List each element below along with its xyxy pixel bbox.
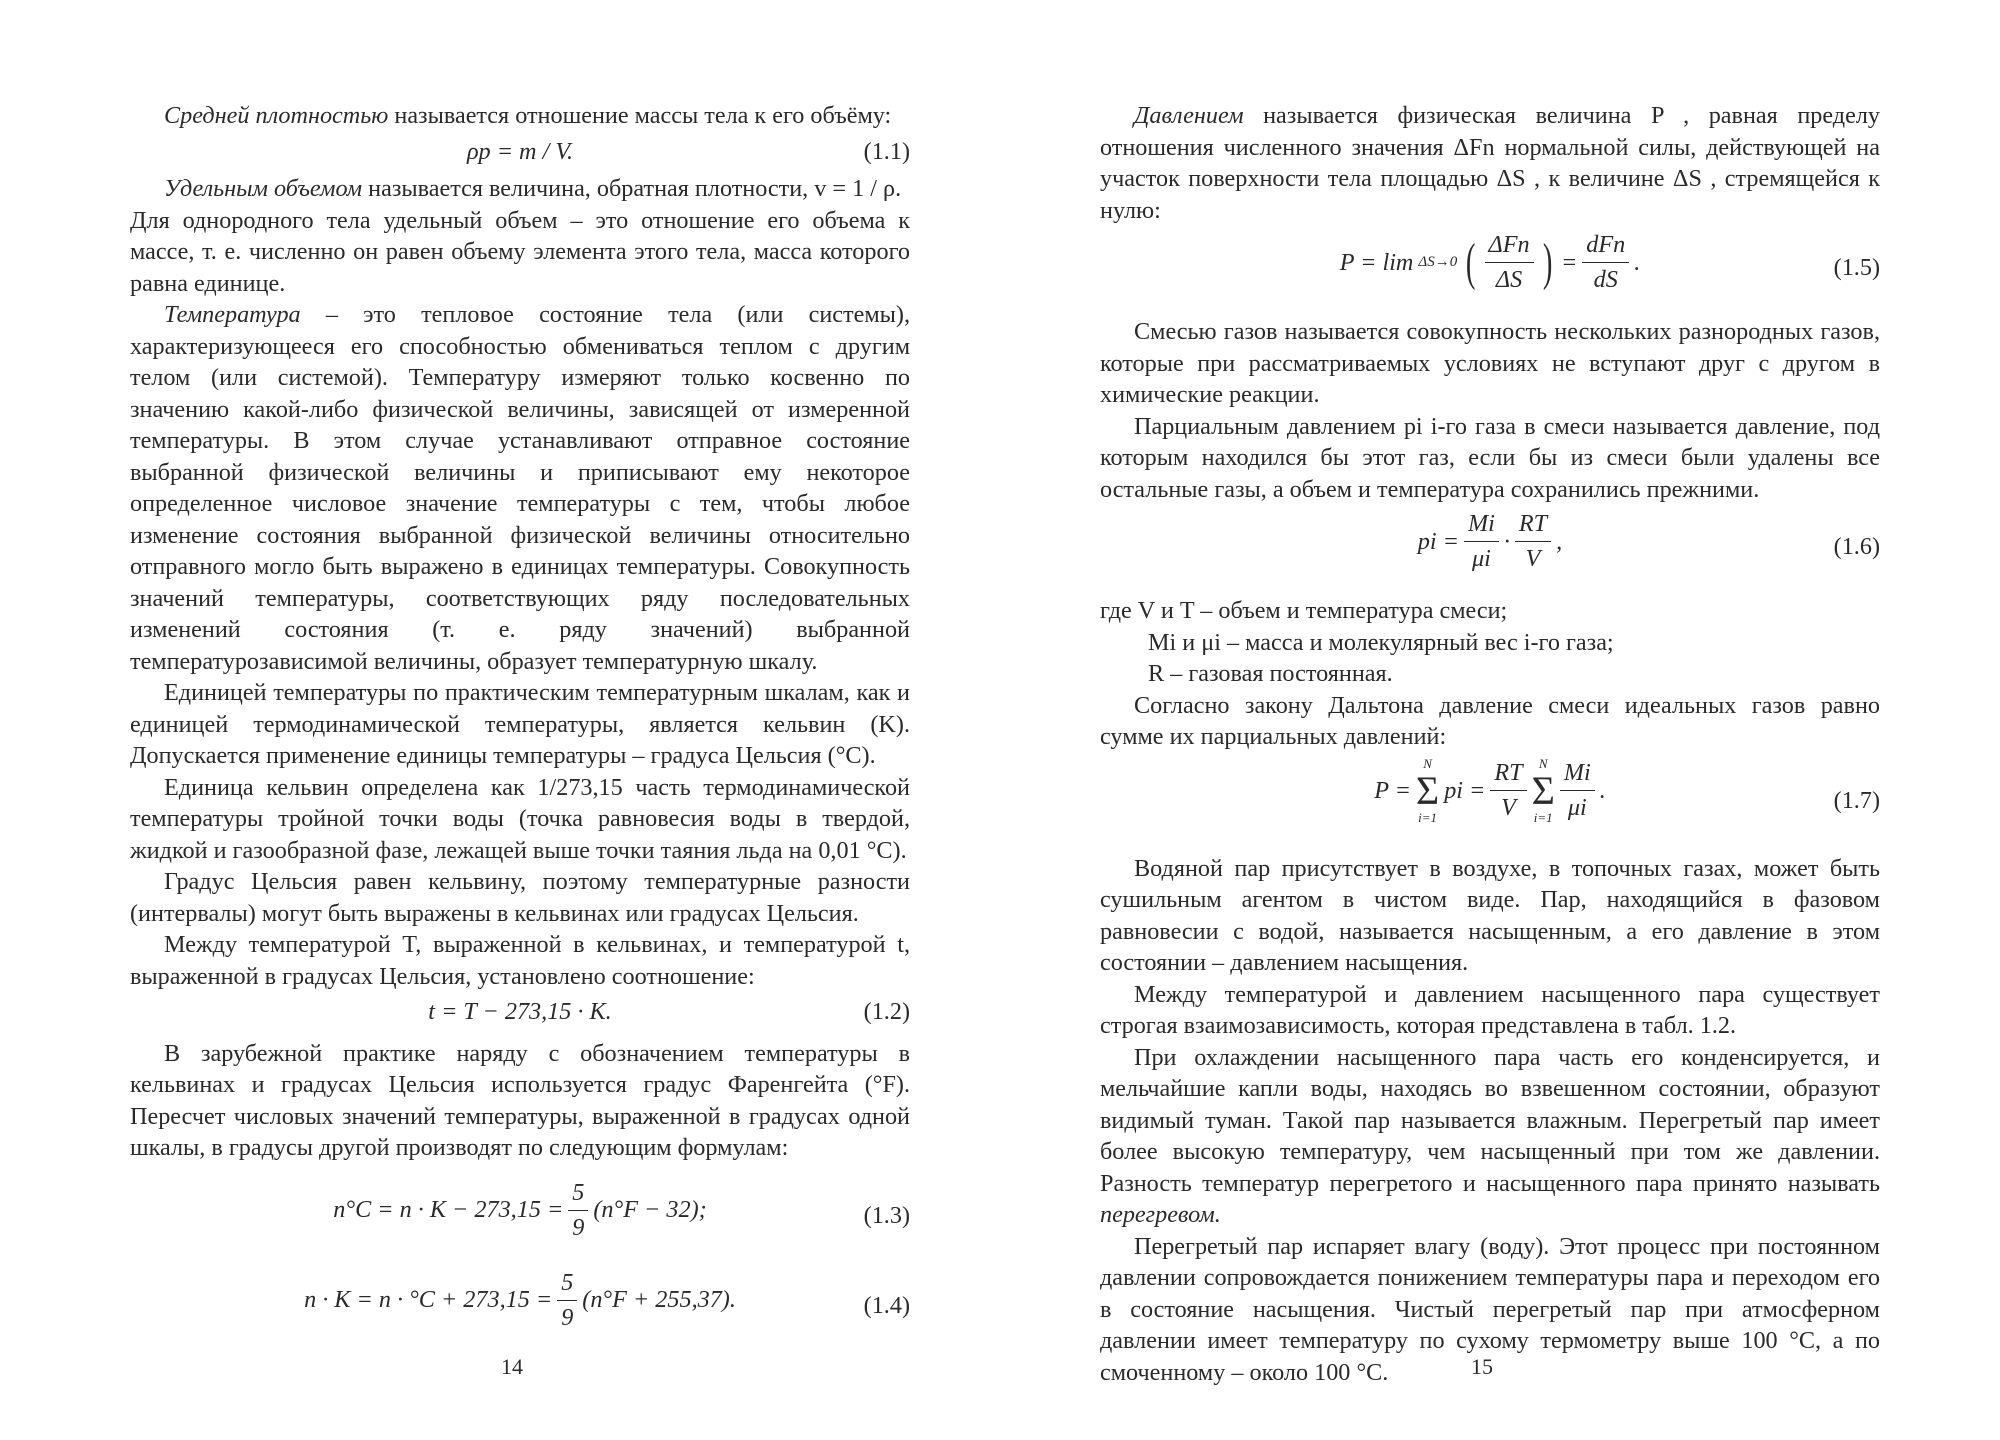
equals-sign: = xyxy=(1560,248,1578,276)
right-page xyxy=(1100,100,1880,1388)
paragraph-text: называется физическая величина P , равная пределу отношения численного значения ΔFn нормальной силы, действующей на участок поверхности тела площадью ΔS , к величине ΔS , стремящейся к нулю: xyxy=(1100,102,1880,224)
limit-subscript: ΔS→0 xyxy=(1418,253,1458,270)
page-number-left: 14 xyxy=(501,1354,523,1379)
definition-line: Mi и μi – масса и молекулярный вес i-го газа; xyxy=(1148,628,1614,656)
equation-number: (1.7) xyxy=(1833,786,1880,814)
equation-rhs: (n°F + 255,37). xyxy=(582,1286,736,1314)
summation-upper: N xyxy=(1423,755,1432,771)
fraction-numerator: ΔFn xyxy=(1485,230,1534,263)
equation-lhs: P = lim xyxy=(1339,248,1414,276)
summation xyxy=(1416,757,1439,825)
paragraph-text: называется величина, обратная плотности, v = 1 / ρ. xyxy=(362,175,902,202)
fraction-denominator: μi xyxy=(1567,794,1587,821)
paragraph-partial-pressure: Парциальным давлением pi i-го газа в смеси называется давление, под которым находился бы этот газ, если бы из смеси были удалены все остальные газы, а объем и температура сохранились прежними. xyxy=(1100,412,1880,503)
summation-sign: Σ xyxy=(1415,767,1440,813)
equation-formula xyxy=(1374,757,1606,825)
fraction-numerator: Mi xyxy=(1464,509,1499,542)
multiplication-dot: · xyxy=(1503,527,1510,555)
fraction xyxy=(1490,758,1526,823)
equation-1-6 xyxy=(1100,509,1880,589)
equation-1-5 xyxy=(1100,230,1880,310)
paragraph-average-density xyxy=(130,100,910,132)
term-specific-volume: Удельным объемом xyxy=(164,175,363,202)
equation-formula xyxy=(1418,509,1562,574)
paragraph-superheated-steam: Перегретый пар испаряет влагу (воду). Этот процесс при постоянном давлении сопровождается понижением температуры пара и переходом его в состояние насыщения. Чистый перегретый пар при атмосферном давлении имеет температуру по сухому термометру выше 100 °C, а по смоченному – около 100 °C. xyxy=(1100,1232,1880,1386)
fraction xyxy=(1515,509,1551,574)
summation-upper: N xyxy=(1538,755,1548,771)
equation-end: , xyxy=(1556,527,1563,555)
equation-1-1 xyxy=(130,136,910,168)
equation-formula xyxy=(304,1268,736,1333)
fraction-numerator: RT xyxy=(1515,509,1551,542)
paragraph-water-vapor: Водяной пар присутствует в воздухе, в топочных газах, может быть сушильным агентом в чистом виде. Пар, находящийся в фазовом равновесии с водой, называется насыщенным, а его давление в этом состоянии – давлением насыщения. xyxy=(1100,854,1880,976)
fraction-denominator: dS xyxy=(1593,266,1618,293)
equation-lhs: n°C = n · K − 273,15 = xyxy=(333,1196,564,1224)
paragraph-specific-volume xyxy=(130,173,910,205)
definition-line: где V и T – объем и температура смеси; xyxy=(1100,597,1508,624)
paren-close: ) xyxy=(1542,233,1553,291)
fraction xyxy=(1560,758,1595,823)
term-superheat: перегревом. xyxy=(1100,1201,1221,1228)
paragraph-text: При охлаждении насыщенного пара часть его конденсируется, и мельчайшие капли воды, находясь во взвешенном состоянии, образуют видимый туман. Такой пар называется влажным. Перегретый пар имеет более высокую температуру, чем насыщенный при том же давлении. Разность температур перегретого и насыщенного пара принято называть xyxy=(1100,1043,1880,1197)
summation-lower: i=1 xyxy=(1418,809,1437,825)
definition-line: R – газовая постоянная. xyxy=(1148,660,1393,687)
paragraph-cooling xyxy=(1100,1042,1880,1231)
paragraph-homogeneous-body: Для однородного тела удельный объем – это отношение его объема к массе, т. е. численно он равен объему элемента этого тела, масса которого равна единице. xyxy=(130,206,910,297)
paren-open: ( xyxy=(1466,233,1476,291)
paragraph-pressure xyxy=(1100,100,1880,226)
fraction-numerator: dFn xyxy=(1582,230,1629,263)
equation-1-3 xyxy=(130,1178,910,1258)
fraction xyxy=(1464,509,1499,574)
equation-1-4 xyxy=(130,1268,910,1348)
term-pressure: Давлением xyxy=(1134,102,1244,129)
fraction-numerator: RT xyxy=(1490,758,1526,791)
fraction xyxy=(557,1268,577,1333)
fraction-denominator: ΔS xyxy=(1495,266,1523,293)
paragraph-relation: Между температурой T, выраженной в кельвинах, и температурой t, выраженной в градусах Цельсия, установлено соотношение: xyxy=(130,931,910,990)
fraction-denominator: 9 xyxy=(572,1213,585,1241)
term-average-density: Средней плотностью xyxy=(164,102,389,129)
fraction-denominator: V xyxy=(1501,794,1516,821)
fraction-numerator: Mi xyxy=(1560,758,1595,791)
summation-sign: Σ xyxy=(1531,767,1555,813)
left-page xyxy=(130,100,910,1354)
equation-number: (1.4) xyxy=(863,1291,910,1319)
equation-number: (1.3) xyxy=(863,1201,910,1229)
paragraph-temperature xyxy=(130,299,910,677)
paragraph-text: – это тепловое состояние тела (или системы), характеризующееся его способностью обмениваться теплом с другим телом (или системой). Температуру измеряют только косвенно по значению какой-либо физической величины, зависящей от измеренной температуры. В этом случае устанавливают отправное состояние выбранной физической величины и приписывают ему некоторое определенное числовое значение температуры с тем, чтобы любое изменение состояния выбранной физической величины относительно отправного могло быть выражено в единицах температуры. Совокупность значений температуры, соответствующих ряду последовательных изменений состояния (т. е. ряду значений) выбранной температурозависимой величины, образует температурную шкалу. xyxy=(130,301,910,675)
fraction-denominator: 9 xyxy=(561,1303,574,1331)
equation-number: (1.2) xyxy=(863,998,910,1025)
equation-1-7 xyxy=(1100,757,1880,847)
equation-lhs: P = xyxy=(1374,776,1411,804)
equation-formula xyxy=(333,1178,706,1243)
equation-number: (1.6) xyxy=(1833,533,1880,560)
fraction-numerator: 5 xyxy=(568,1178,588,1211)
page-number-right: 15 xyxy=(1471,1354,1493,1379)
fraction xyxy=(568,1178,588,1243)
fraction-numerator: 5 xyxy=(557,1268,577,1301)
paragraph-gas-mixture: Смесью газов называется совокупность нескольких разнородных газов, которые при рассматриваемых условиях не вступают друг с другом в химические реакции. xyxy=(1100,318,1880,408)
equation-rhs: (n°F − 32); xyxy=(593,1196,707,1224)
summation xyxy=(1532,757,1555,825)
equation-1-2 xyxy=(130,996,910,1028)
fraction xyxy=(1485,230,1534,295)
equation-end: . xyxy=(1634,248,1641,276)
paragraph-text: называется отношение массы тела к его объёму: xyxy=(388,102,892,129)
equation-end: . xyxy=(1599,776,1606,804)
paragraph-fahrenheit: В зарубежной практике наряду с обозначением температуры в кельвинах и градусах Цельсия используется градус Фаренгейта (°F). Пересчет числовых значений температуры, выраженной в градусах одной шкалы, в градусы другой производят по следующим формулам: xyxy=(130,1039,910,1161)
equation-formula: t = T − 273,15 · K. xyxy=(428,998,612,1025)
equation-number: (1.1) xyxy=(863,137,910,165)
equation-formula: ρp = m / V. xyxy=(466,137,574,165)
symbol-definitions xyxy=(1100,595,1880,690)
summation-lower: i=1 xyxy=(1533,809,1553,825)
paragraph-celsius: Градус Цельсия равен кельвину, поэтому температурные разности (интервалы) могут быть выражены в кельвинах или градусах Цельсия. xyxy=(130,868,910,927)
fraction xyxy=(1582,230,1629,295)
paragraph-kelvin-definition: Единица кельвин определена как 1/273,15 часть термодинамической температуры тройной точки воды (точка равновесия воды в твердой, жидкой и газообразной фазе, лежащей выше точки таяния льда на 0,01 °C). xyxy=(130,773,910,864)
equation-lhs: n · K = n · °C + 273,15 = xyxy=(304,1286,553,1314)
equation-number: (1.5) xyxy=(1833,254,1880,281)
paragraph-dalton-law: Согласно закону Дальтона давление смеси идеальных газов равно сумме их парциальных давлений: xyxy=(1100,691,1880,750)
term-temperature: Температура xyxy=(164,301,301,328)
paragraph-saturation-relation: Между температурой и давлением насыщенного пара существует строгая взаимозависимость, которая представлена в табл. 1.2. xyxy=(1100,980,1880,1039)
summation-term: pi = xyxy=(1444,776,1486,804)
fraction-denominator: μi xyxy=(1471,545,1491,572)
equation-formula xyxy=(1340,230,1641,295)
fraction-denominator: V xyxy=(1525,545,1541,572)
paragraph-kelvin-unit: Единицей температуры по практическим температурным шкалам, как и единицей термодинамической температуры, является кельвин (K). Допускается применение единицы температуры – градуса Цельсия (°C). xyxy=(130,679,910,769)
equation-lhs: pi = xyxy=(1417,527,1459,555)
